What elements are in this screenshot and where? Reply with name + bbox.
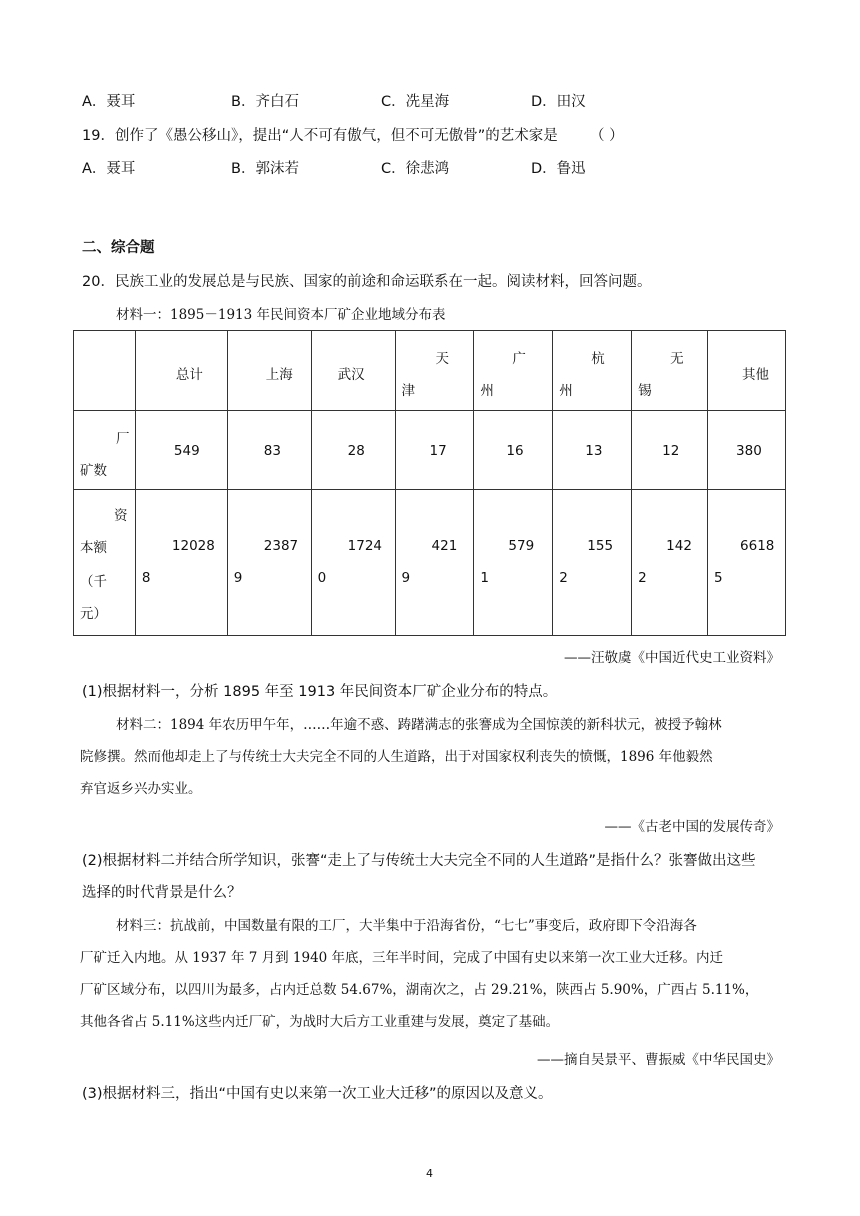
header-shanghai: 上海	[265, 367, 293, 383]
enterprise-distribution-table	[73, 330, 786, 636]
q19-answer-blank: （ ）	[590, 128, 624, 144]
material2-line-1: 材料二：1894 年农历甲午年，……年逾不惑、踌躇满志的张謇成为全国惊羡的新科状元，被授予翰林	[116, 717, 722, 733]
row2-guangzhou-bottom: 1	[480, 570, 489, 586]
row2-shanghai-top: 2387	[263, 538, 299, 554]
header-wuxi-1: 无	[670, 351, 684, 367]
material1-source: ——汪敬虞《中国近代史工业资料》	[564, 650, 780, 666]
header-total: 总计	[175, 367, 203, 383]
row2-wuxi-top: 142	[666, 538, 692, 554]
header-hangzhou-1: 杭	[591, 351, 605, 367]
row2-wuhan-top: 1724	[347, 538, 382, 554]
row1-other: 380	[736, 443, 762, 459]
table-header-row	[74, 331, 786, 411]
row2-label-2: 本额	[80, 540, 107, 556]
q20-stem: 20．民族工业的发展总是与民族、国家的前途和命运联系在一起。阅读材料，回答问题。	[82, 274, 652, 290]
material3-source: ——摘自吴景平、曹振威《中华民国史》	[537, 1052, 780, 1068]
q19-option-b: B．郭沫若	[231, 161, 299, 177]
row2-tianjin-top: 421	[431, 538, 458, 554]
header-wuxi-2: 锡	[638, 383, 652, 399]
q20-3: (3)根据材料三，指出“中国有史以来第一次工业大迁移”的原因以及意义。	[82, 1086, 553, 1102]
material3-line-2: 厂矿迁入内地。从 1937 年 7 月到 1940 年底，三年半时间，完成了中国有史以来第一次工业大迁移。内迁	[80, 950, 724, 966]
q19-option-a: A．聂耳	[82, 161, 136, 177]
row1-label-1: 厂	[116, 431, 130, 447]
row2-wuxi-bottom: 2	[638, 570, 647, 586]
page-number: 4	[426, 1167, 433, 1180]
table-corner-cell	[74, 331, 136, 411]
row2-wuhan-bottom: 0	[317, 570, 327, 586]
row1-guangzhou: 16	[506, 443, 524, 459]
row2-shanghai-bottom: 9	[233, 570, 243, 586]
material2-source: ——《古老中国的发展传奇》	[604, 819, 780, 835]
row1-wuxi: 12	[662, 443, 680, 459]
row1-label-2: 矿数	[80, 463, 107, 479]
row1-wuhan: 28	[347, 443, 365, 459]
q18-option-b: B．齐白石	[231, 94, 299, 110]
material1-title: 材料一：1895－1913 年民间资本厂矿企业地域分布表	[116, 307, 446, 323]
header-guangzhou-2: 州	[480, 383, 494, 399]
row2-total-top: 12028	[171, 538, 215, 554]
q20-1: (1)根据材料一，分析 1895 年至 1913 年民间资本厂矿企业分布的特点。	[82, 684, 558, 700]
row2-label-4: 元）	[80, 606, 107, 622]
q19-option-c: C．徐悲鸿	[381, 161, 450, 177]
material3-line-4: 其他各省占 5.11%这些内迁厂矿，为战时大后方工业重建与发展，奠定了基础。	[80, 1014, 560, 1030]
header-tianjin-2: 津	[401, 383, 416, 399]
header-wuhan: 武汉	[337, 367, 365, 383]
q18-option-c: C．冼星海	[381, 94, 450, 110]
material3-line-3: 厂矿区域分布，以四川为最多，占内迁总数 54.67%，湖南次之，占 29.21%，陕西占 5.90%，广西占 5.11%，	[80, 982, 759, 998]
row2-other-top: 6618	[740, 538, 775, 554]
q19-option-d: D．鲁迅	[531, 161, 586, 177]
row2-total-bottom: 8	[141, 570, 151, 586]
row2-tianjin-bottom: 9	[401, 570, 411, 586]
q18-option-a: A．聂耳	[82, 94, 136, 110]
row2-label-3: （千	[80, 574, 107, 590]
material2-line-2: 院修撰。然而他却走上了与传统士大夫完全不同的人生道路，出于对国家权利丧失的愤慨，1896 年他毅然	[80, 749, 713, 765]
header-hangzhou-2: 州	[559, 383, 573, 399]
row2-hangzhou-bottom: 2	[559, 570, 568, 586]
header-guangzhou-1: 广	[512, 351, 526, 367]
row2-hangzhou-top: 155	[587, 538, 614, 554]
row2-other-bottom: 5	[714, 570, 723, 586]
q20-2-line-2: 选择的时代背景是什么？	[82, 885, 242, 901]
row1-hangzhou: 13	[585, 443, 603, 459]
section-title: 二、综合题	[82, 240, 155, 256]
table-row-factories	[74, 411, 786, 490]
header-other: 其他	[742, 367, 770, 383]
q19-stem: 19．创作了《愚公移山》，提出“人不可有傲气，但不可无傲骨”的艺术家是	[82, 128, 558, 144]
q20-2-line-1: (2)根据材料二并结合所学知识，张謇“走上了与传统士大夫完全不同的人生道路”是指什么？张謇做出这些	[82, 853, 756, 869]
row1-shanghai: 83	[263, 443, 281, 459]
row1-tianjin: 17	[429, 443, 447, 459]
material3-line-1: 材料三：抗战前，中国数量有限的工厂，大半集中于沿海省份，“七七”事变后，政府即下令沿海各	[116, 918, 697, 934]
q18-option-d: D．田汉	[531, 94, 586, 110]
row2-guangzhou-top: 579	[508, 538, 535, 554]
material2-line-3: 弃官返乡兴办实业。	[80, 781, 202, 797]
table-row-capital	[74, 490, 786, 636]
row1-total: 549	[173, 443, 200, 459]
header-tianjin-1: 天	[435, 351, 450, 367]
row2-label-1: 资	[114, 508, 128, 524]
